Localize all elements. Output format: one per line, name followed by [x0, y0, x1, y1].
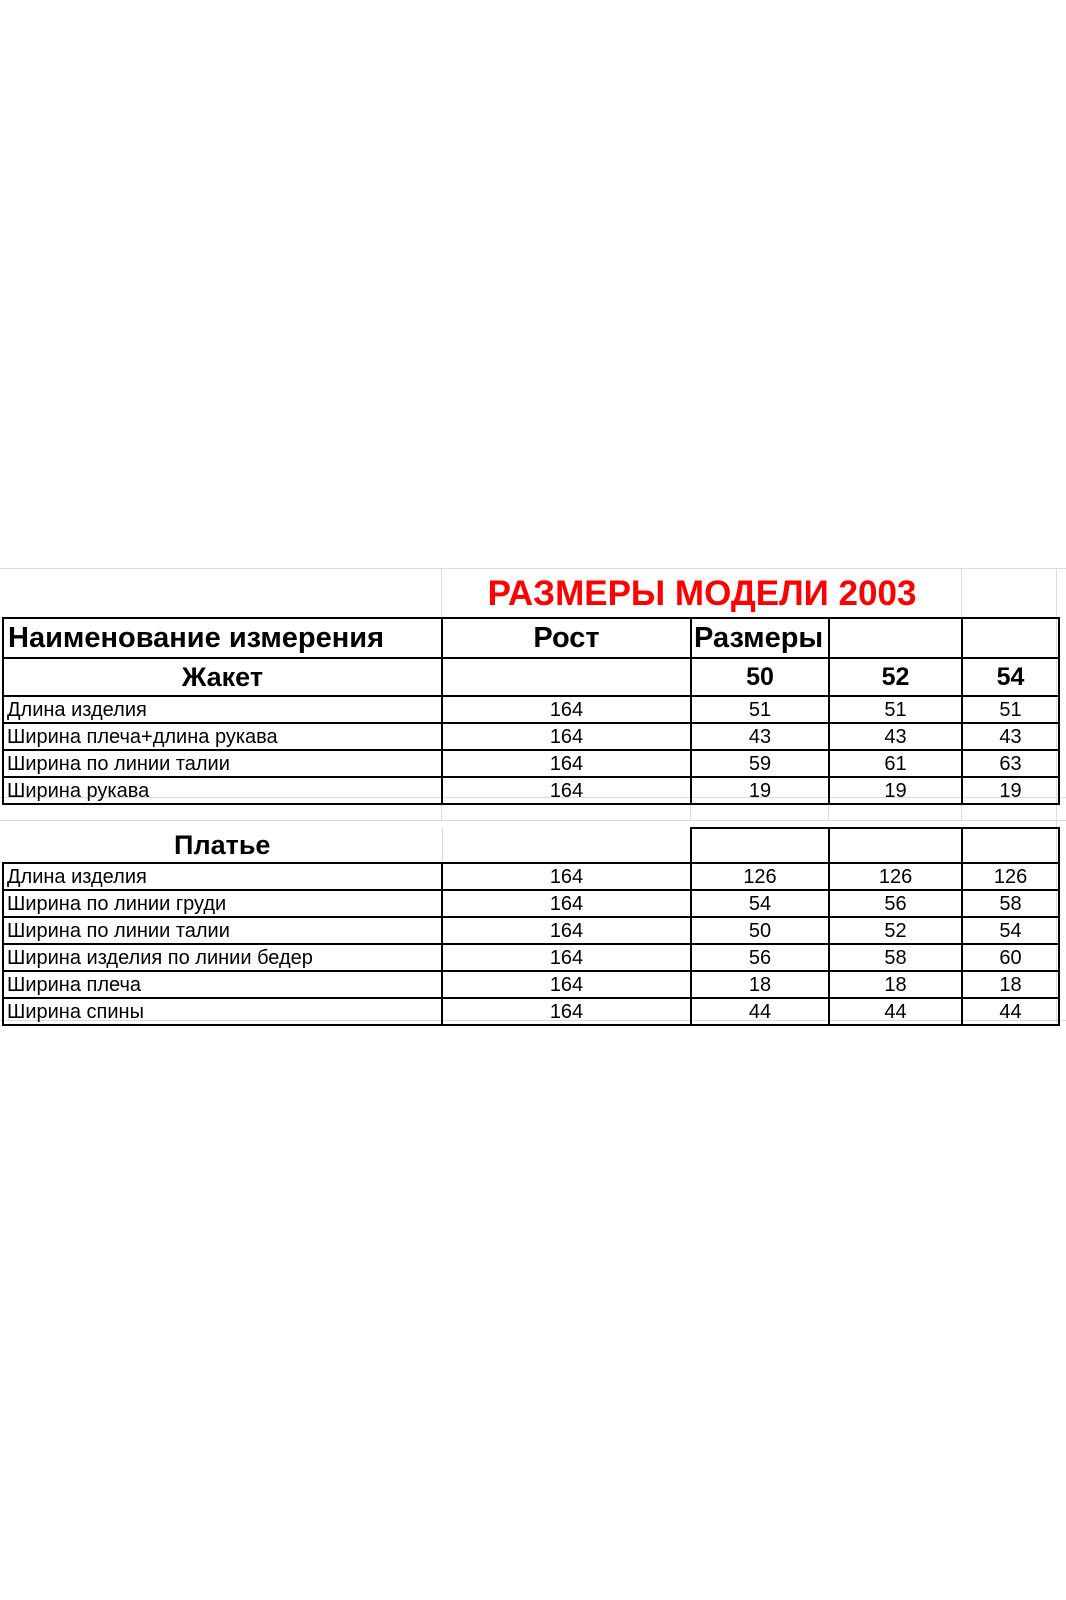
row-value: 43 — [962, 723, 1059, 750]
empty-cell — [829, 618, 962, 658]
row-value: 52 — [829, 917, 962, 944]
size-label — [691, 828, 829, 863]
row-height: 164 — [442, 971, 691, 998]
row-label: Ширина изделия по линии бедер — [3, 944, 442, 971]
size-label: 54 — [962, 658, 1059, 696]
empty-cell — [962, 570, 1059, 618]
row-value: 126 — [691, 863, 829, 890]
row-value: 126 — [962, 863, 1059, 890]
row-value: 19 — [691, 777, 829, 804]
row-value: 60 — [962, 944, 1059, 971]
row-value: 58 — [962, 890, 1059, 917]
row-label: Длина изделия — [3, 696, 442, 723]
row-label: Ширина по линии талии — [3, 917, 442, 944]
row-value: 56 — [829, 890, 962, 917]
row-height: 164 — [442, 863, 691, 890]
section-title: Платье — [3, 828, 442, 863]
table-row — [3, 777, 1059, 804]
row-label: Ширина рукава — [3, 777, 442, 804]
title-row — [3, 570, 1059, 618]
row-value: 50 — [691, 917, 829, 944]
section-title: Жакет — [3, 658, 442, 696]
size-label: 50 — [691, 658, 829, 696]
row-label: Ширина плеча — [3, 971, 442, 998]
row-height: 164 — [442, 917, 691, 944]
table-row — [3, 750, 1059, 777]
size-table — [2, 570, 1060, 1026]
spacer-row — [3, 804, 1059, 828]
row-value: 44 — [962, 998, 1059, 1025]
row-label: Ширина по линии груди — [3, 890, 442, 917]
row-height: 164 — [442, 777, 691, 804]
row-value: 58 — [829, 944, 962, 971]
row-value: 44 — [829, 998, 962, 1025]
section-header-row — [3, 828, 1059, 863]
empty-cell — [962, 618, 1059, 658]
empty-cell — [442, 828, 691, 863]
size-label: 52 — [829, 658, 962, 696]
row-value: 126 — [829, 863, 962, 890]
row-value: 19 — [962, 777, 1059, 804]
size-label — [829, 828, 962, 863]
header-height: Рост — [442, 618, 691, 658]
empty-cell — [3, 570, 442, 618]
table-row — [3, 890, 1059, 917]
table-row — [3, 696, 1059, 723]
chart-title: РАЗМЕРЫ МОДЕЛИ 2003 — [487, 574, 917, 613]
table-row — [3, 944, 1059, 971]
table-row — [3, 917, 1059, 944]
row-value: 51 — [691, 696, 829, 723]
row-value: 61 — [829, 750, 962, 777]
row-value: 19 — [829, 777, 962, 804]
section-header-row — [3, 658, 1059, 696]
row-value: 51 — [829, 696, 962, 723]
row-height: 164 — [442, 750, 691, 777]
row-height: 164 — [442, 998, 691, 1025]
row-value: 54 — [691, 890, 829, 917]
row-label: Ширина спины — [3, 998, 442, 1025]
table-row — [3, 998, 1059, 1025]
row-value: 59 — [691, 750, 829, 777]
row-value: 44 — [691, 998, 829, 1025]
size-chart-sheet — [0, 570, 1066, 1030]
empty-cell — [442, 658, 691, 696]
row-height: 164 — [442, 944, 691, 971]
header-sizes: Размеры — [691, 618, 829, 658]
row-value: 63 — [962, 750, 1059, 777]
row-value: 51 — [962, 696, 1059, 723]
header-measurement: Наименование измерения — [3, 618, 442, 658]
row-value: 54 — [962, 917, 1059, 944]
table-row — [3, 971, 1059, 998]
row-height: 164 — [442, 723, 691, 750]
row-label: Ширина по линии талии — [3, 750, 442, 777]
row-value: 18 — [829, 971, 962, 998]
row-label: Длина изделия — [3, 863, 442, 890]
row-value: 43 — [691, 723, 829, 750]
table-row — [3, 723, 1059, 750]
row-value: 43 — [829, 723, 962, 750]
table-row — [3, 863, 1059, 890]
gridline — [0, 568, 1066, 569]
row-value: 18 — [962, 971, 1059, 998]
row-value: 18 — [691, 971, 829, 998]
empty-cell — [3, 804, 1059, 828]
row-value: 56 — [691, 944, 829, 971]
size-label — [962, 828, 1059, 863]
row-height: 164 — [442, 890, 691, 917]
header-row — [3, 618, 1059, 658]
row-height: 164 — [442, 696, 691, 723]
row-label: Ширина плеча+длина рукава — [3, 723, 442, 750]
